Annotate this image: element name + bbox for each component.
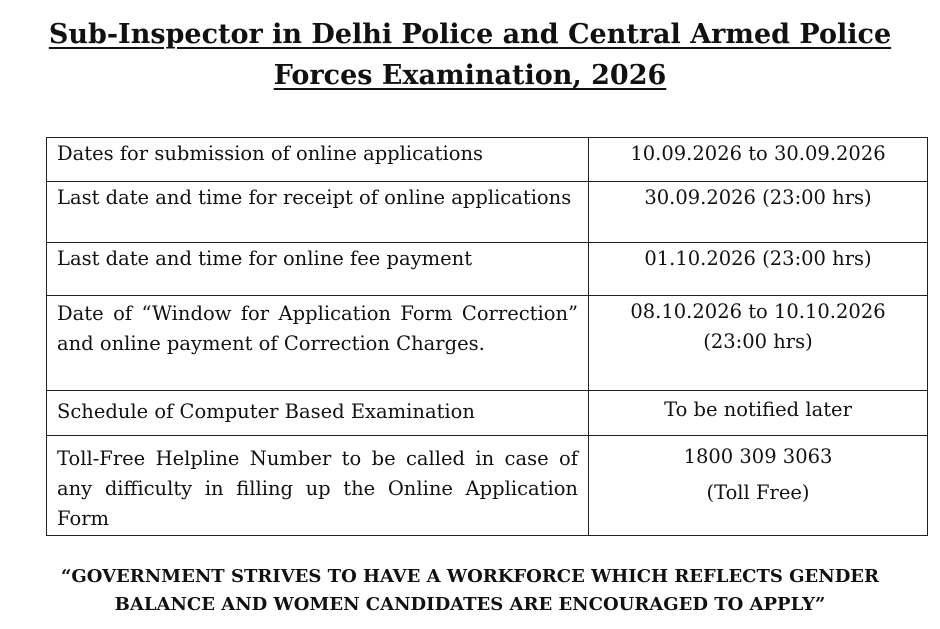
schedule-label: Last date and time for online fee payment	[47, 243, 589, 296]
gender-balance-note-line-2: BALANCE AND WOMEN CANDIDATES ARE ENCOURAGED TO APPLY”	[114, 594, 826, 615]
schedule-label: Dates for submission of online applications	[47, 138, 589, 182]
table-row	[47, 391, 928, 436]
schedule-value-line: 30.09.2026 (23:00 hrs)	[644, 186, 872, 209]
schedule-value-line: 1800 309 3063	[683, 445, 833, 468]
schedule-label: Schedule of Computer Based Examination	[47, 391, 589, 436]
schedule-value-line: (Toll Free)	[706, 481, 810, 504]
schedule-value	[589, 243, 928, 296]
schedule-label: Toll-Free Helpline Number to be called in case of any difficulty in filling up the Online Application Form	[47, 436, 589, 536]
schedule-label: Last date and time for receipt of online applications	[47, 182, 589, 243]
schedule-table	[46, 137, 928, 536]
gender-balance-note	[0, 563, 940, 619]
table-row	[47, 182, 928, 243]
schedule-label: Date of “Window for Application Form Correction” and online payment of Correction Charges.	[47, 296, 589, 391]
page-title	[0, 14, 940, 96]
schedule-value	[589, 138, 928, 182]
schedule-value	[589, 296, 928, 391]
schedule-value	[589, 436, 928, 536]
schedule-value-line: 08.10.2026 to 10.10.2026	[630, 300, 886, 323]
table-row	[47, 243, 928, 296]
schedule-value-line: To be notified later	[664, 398, 852, 421]
schedule-value	[589, 182, 928, 243]
schedule-value-line: (23:00 hrs)	[703, 330, 813, 353]
table-row	[47, 296, 928, 391]
table-row	[47, 436, 928, 536]
table-row	[47, 138, 928, 182]
schedule-value	[589, 391, 928, 436]
schedule-value-line: 10.09.2026 to 30.09.2026	[630, 142, 886, 165]
schedule-value-line: 01.10.2026 (23:00 hrs)	[644, 247, 872, 270]
page-title-line-1: Sub-Inspector in Delhi Police and Central Armed Police	[48, 19, 892, 50]
page-title-line-2: Forces Examination, 2026	[273, 60, 667, 91]
gender-balance-note-line-1: “GOVERNMENT STRIVES TO HAVE A WORKFORCE WHICH REFLECTS GENDER	[61, 566, 879, 587]
